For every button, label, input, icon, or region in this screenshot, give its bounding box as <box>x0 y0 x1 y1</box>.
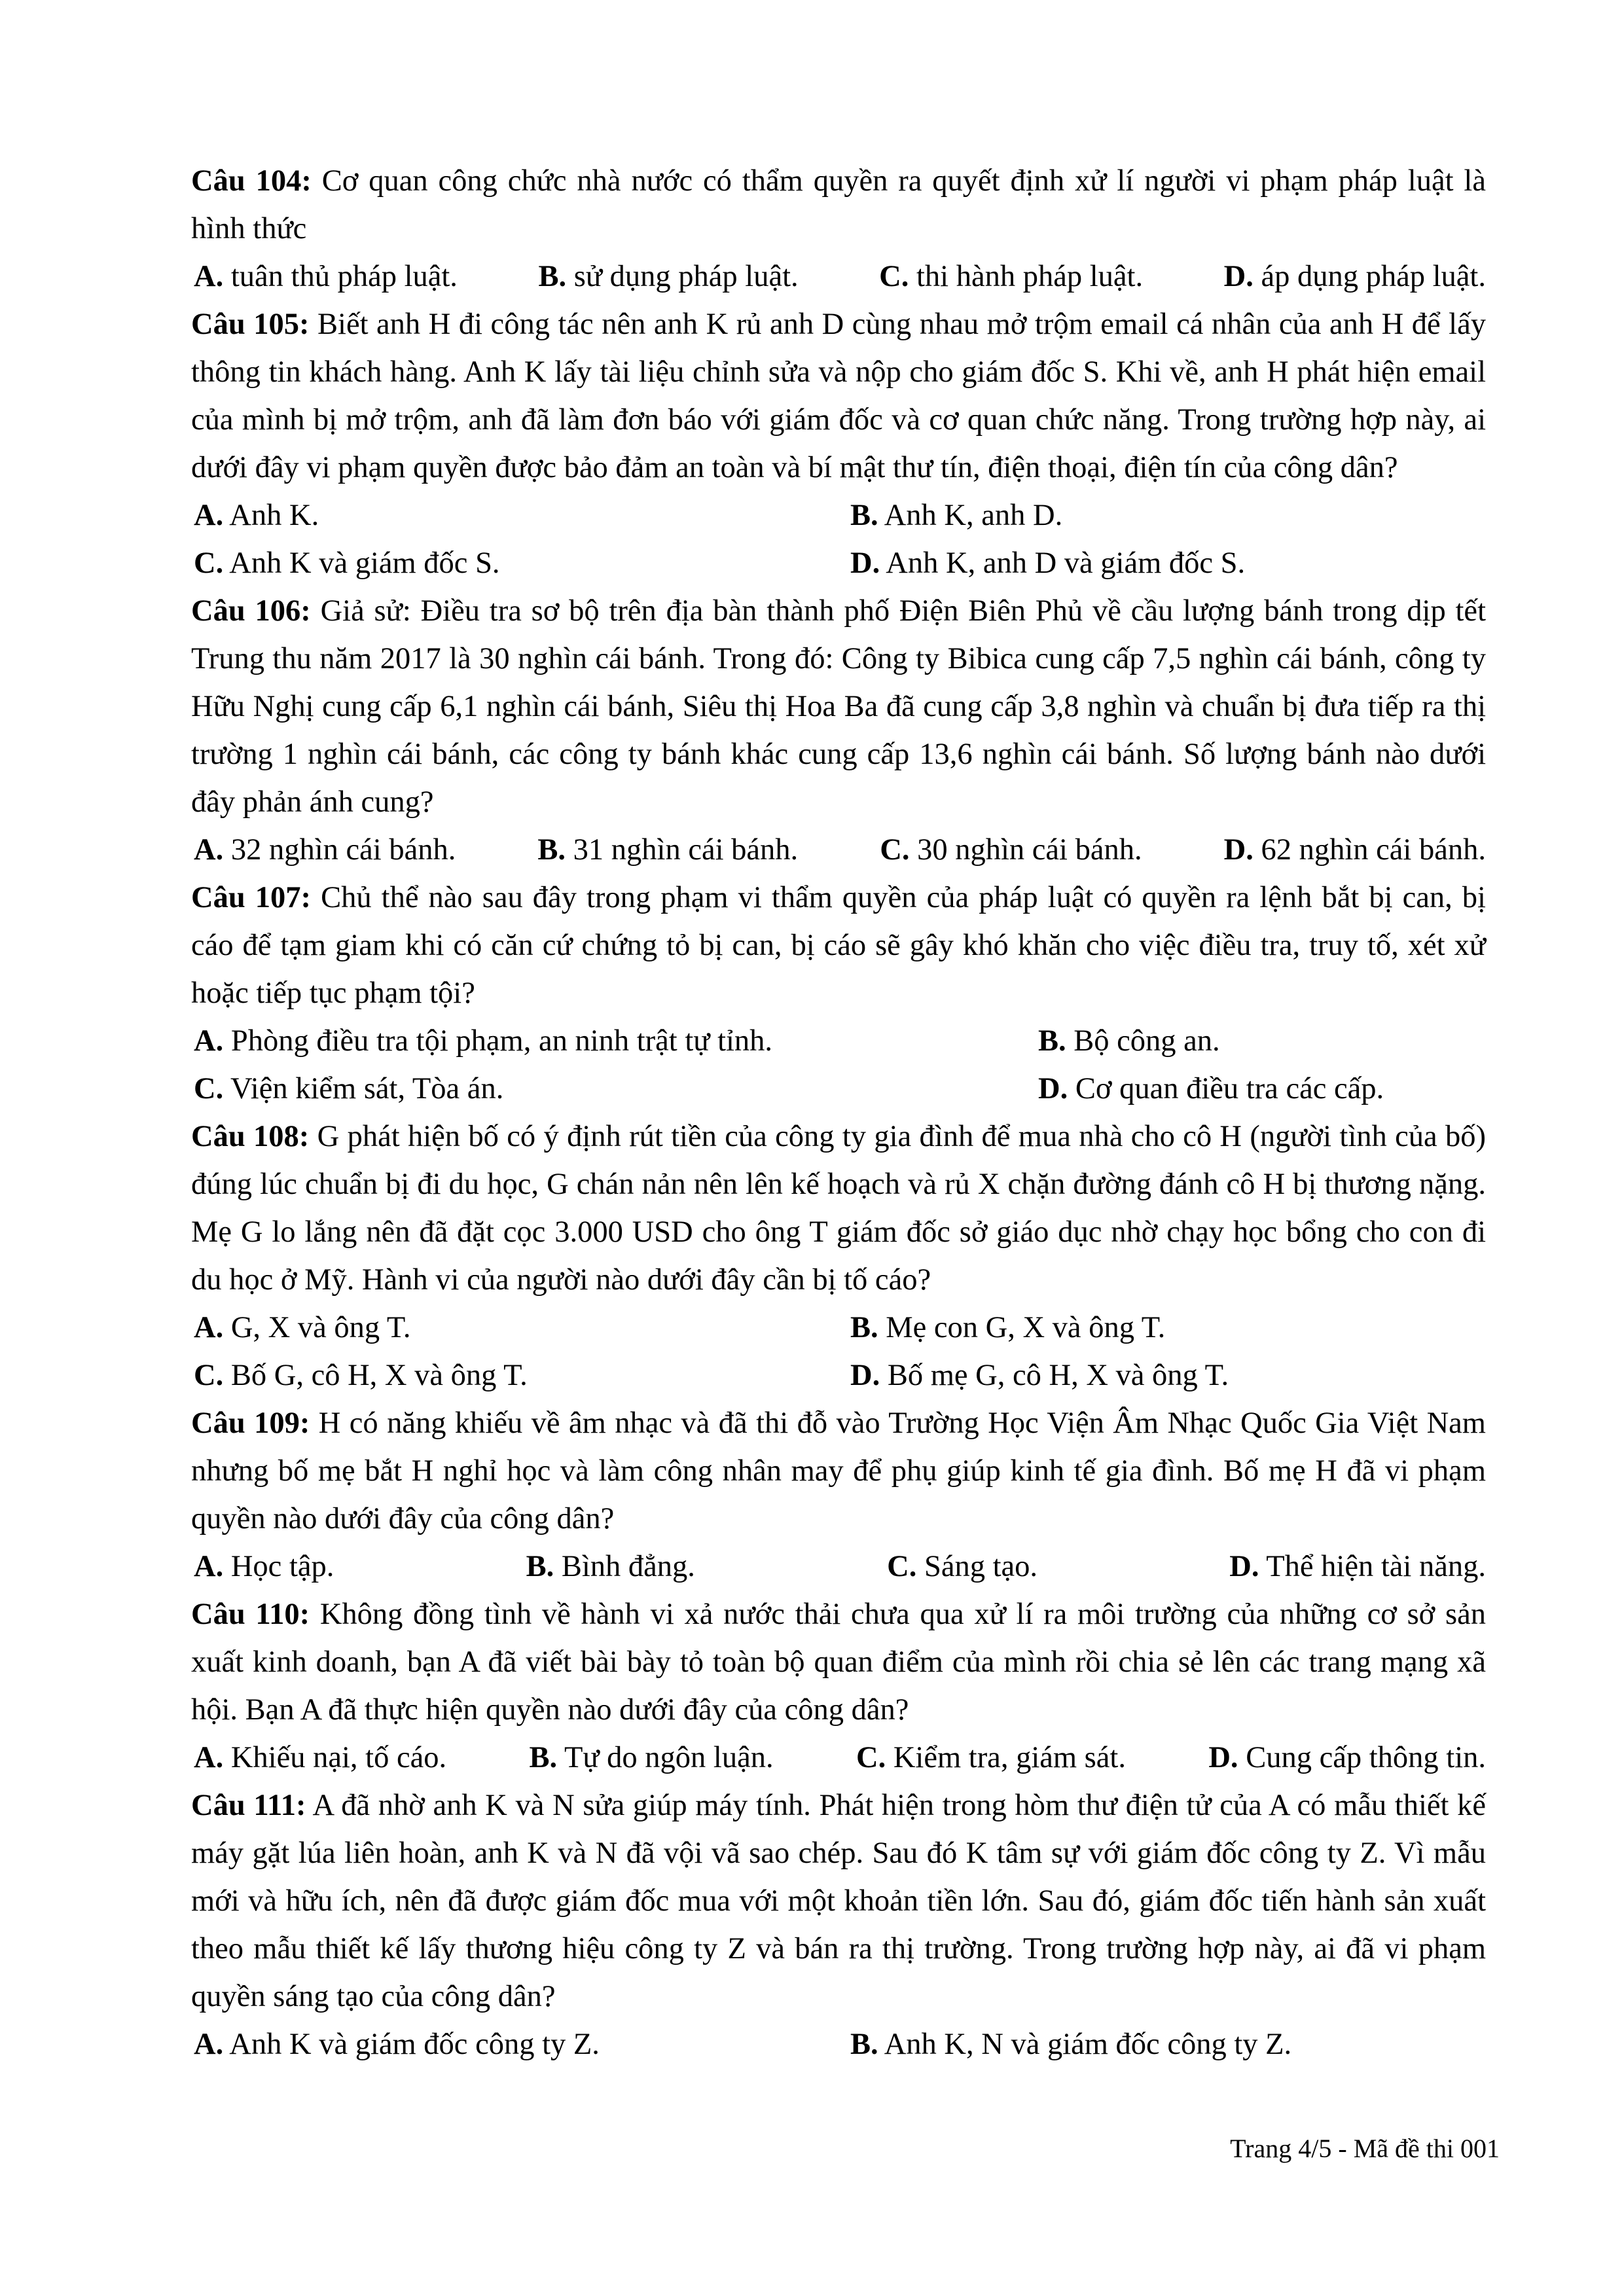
answer-options <box>194 1543 1486 1590</box>
answer-option <box>856 1734 1126 1782</box>
question-stem <box>191 1113 1486 1304</box>
option-text: tuân thủ pháp luật. <box>223 260 458 293</box>
question-stem <box>191 587 1486 826</box>
option-text: Anh K, anh D và giám đốc S. <box>880 547 1246 580</box>
option-letter: D. <box>1229 1550 1259 1583</box>
option-text: Sáng tạo. <box>916 1550 1038 1583</box>
option-letter: B. <box>537 833 566 867</box>
answer-option <box>194 1352 850 1399</box>
question-number: Câu 111: <box>191 1789 306 1822</box>
question-text: Giả sử: Điều tra sơ bộ trên địa bàn thành phố Điện Biên Phủ về cầu lượng bánh trong dịp tết Trung thu năm 2017 là 30 nghìn cái bánh. Trong đó: Công ty Bibica cung cấp 7,5 nghìn cái bánh, công ty Hữu Nghị cung cấp 6,1 nghìn cái bánh, Siêu thị Hoa Ba đã cung cấp 3,8 nghìn và chuẩn bị đưa tiếp ra thị trường 1 nghìn cái bánh, các công ty bánh khác cung cấp 13,6 nghìn cái bánh. Số lượng bánh nào dưới đây phản ánh cung? <box>191 594 1486 819</box>
answer-options <box>194 1017 1486 1113</box>
option-letter: A. <box>194 1741 224 1774</box>
answer-option <box>879 253 1143 300</box>
question-text: Chủ thể nào sau đây trong phạm vi thẩm quyền của pháp luật có quyền ra lệnh bắt bị can, bị cáo để tạm giam khi có căn cứ chứng tỏ bị can, bị cáo sẽ gây khó khăn cho việc điều tra, truy tố, xét xử hoặc tiếp tục phạm tội? <box>191 881 1486 1010</box>
option-text: Phòng điều tra tội phạm, an ninh trật tự tỉnh. <box>223 1024 773 1058</box>
option-letter: C. <box>887 1550 917 1583</box>
question-text: Không đồng tình về hành vi xả nước thải chưa qua xử lí ra môi trường của những cơ sở sản xuất kinh doanh, bạn A đã viết bài bày tỏ toàn bộ quan điểm của mình rồi chia sẻ lên các trang mạng xã hội. Bạn A đã thực hiện quyền nào dưới đây của công dân? <box>191 1598 1486 1727</box>
option-text: Khiếu nại, tố cáo. <box>223 1741 447 1774</box>
option-text: G, X và ông T. <box>223 1311 411 1344</box>
answer-option <box>850 539 1486 587</box>
answer-option <box>194 1065 1038 1113</box>
answer-option <box>194 1017 1038 1065</box>
option-letter: B. <box>850 499 878 532</box>
option-text: Thể hiện tài năng. <box>1259 1550 1486 1583</box>
option-text: Anh K. <box>223 499 319 532</box>
question-text: A đã nhờ anh K và N sửa giúp máy tính. Phát hiện trong hòm thư điện tử của A có mẫu thiết kế máy gặt lúa liên hoàn, anh K và N đã vội vã sao chép. Sau đó K tâm sự với giám đốc công ty Z. Vì mẫu mới và hữu ích, nên đã được giám đốc mua với một khoản tiền lớn. Sau đó, giám đốc tiến hành sản xuất theo mẫu thiết kế lấy thương hiệu công ty Z và bán ra thị trường. Trong trường hợp này, ai đã vi phạm quyền sáng tạo của công dân? <box>191 1789 1486 2013</box>
option-text: 32 nghìn cái bánh. <box>223 833 456 867</box>
option-letter: D. <box>850 547 880 580</box>
answer-option <box>850 1304 1486 1352</box>
answer-option <box>1224 826 1486 874</box>
option-text: Bình đẳng. <box>554 1550 695 1583</box>
question-stem <box>191 300 1486 492</box>
option-letter: A. <box>194 833 224 867</box>
option-text: Học tập. <box>223 1550 334 1583</box>
option-text: Viện kiểm sát, Tòa án. <box>223 1072 504 1105</box>
question-stem <box>191 874 1486 1017</box>
question-block <box>191 874 1486 1113</box>
option-letter: C. <box>880 833 910 867</box>
answer-option <box>537 826 798 874</box>
option-text: Bố G, cô H, X và ông T. <box>223 1359 528 1392</box>
option-text: Bố mẹ G, cô H, X và ông T. <box>880 1359 1229 1392</box>
option-text: Anh K và giám đốc S. <box>223 547 500 580</box>
option-text: Anh K, anh D. <box>878 499 1063 532</box>
option-text: Tự do ngôn luận. <box>557 1741 774 1774</box>
option-text: Kiểm tra, giám sát. <box>886 1741 1126 1774</box>
answer-options <box>194 826 1486 874</box>
option-text: 62 nghìn cái bánh. <box>1253 833 1486 867</box>
option-letter: C. <box>194 1359 224 1392</box>
option-text: Mẹ con G, X và ông T. <box>878 1311 1166 1344</box>
question-block <box>191 1399 1486 1590</box>
page-footer: Trang 4/5 - Mã đề thi 001 <box>1230 2134 1500 2163</box>
option-text: áp dụng pháp luật. <box>1253 260 1486 293</box>
option-letter: A. <box>194 499 224 532</box>
question-number: Câu 110: <box>191 1598 310 1631</box>
option-letter: D. <box>1223 833 1254 867</box>
answer-option <box>1038 1065 1486 1113</box>
option-letter: A. <box>194 1311 224 1344</box>
question-number: Câu 108: <box>191 1120 310 1153</box>
question-number: Câu 107: <box>191 881 311 914</box>
question-text: Cơ quan công chức nhà nước có thẩm quyền ra quyết định xử lí người vi phạm pháp luật là hình thức <box>191 164 1486 245</box>
option-text: sử dụng pháp luật. <box>566 260 799 293</box>
option-letter: D. <box>1223 260 1254 293</box>
option-letter: A. <box>194 1550 224 1583</box>
answer-option <box>887 1543 1038 1590</box>
answer-option <box>1224 253 1486 300</box>
question-number: Câu 109: <box>191 1407 310 1440</box>
question-stem <box>191 1590 1486 1734</box>
option-text: Cơ quan điều tra các cấp. <box>1068 1072 1384 1105</box>
option-letter: B. <box>850 1311 878 1344</box>
answer-option <box>194 1734 446 1782</box>
option-letter: B. <box>529 1741 558 1774</box>
question-block <box>191 1113 1486 1399</box>
question-block <box>191 1590 1486 1782</box>
question-block <box>191 1782 1486 2068</box>
answer-option <box>194 539 850 587</box>
option-letter: C. <box>879 260 909 293</box>
option-letter: C. <box>194 1072 224 1105</box>
option-text: 31 nghìn cái bánh. <box>566 833 799 867</box>
question-text: Biết anh H đi công tác nên anh K rủ anh D cùng nhau mở trộm email cá nhân của anh H để lấy thông tin khách hàng. Anh K lấy tài liệu chỉnh sửa và nộp cho giám đốc S. Khi về, anh H phát hiện email của mình bị mở trộm, anh đã làm đơn báo với giám đốc và cơ quan chức năng. Trong trường hợp này, ai dưới đây vi phạm quyền được bảo đảm an toàn và bí mật thư tín, điện thoại, điện tín của công dân? <box>191 308 1486 484</box>
question-number: Câu 104: <box>191 164 312 198</box>
answer-option <box>880 826 1142 874</box>
exam-page-content <box>191 157 1486 2068</box>
question-block <box>191 300 1486 587</box>
option-letter: B. <box>526 1550 554 1583</box>
answer-option <box>530 1734 774 1782</box>
option-letter: A. <box>194 2028 224 2061</box>
option-letter: B. <box>1038 1024 1066 1058</box>
option-text: Anh K và giám đốc công ty Z. <box>223 2028 600 2061</box>
question-number: Câu 105: <box>191 308 310 341</box>
option-text: 30 nghìn cái bánh. <box>909 833 1142 867</box>
answer-option <box>526 1543 695 1590</box>
question-stem <box>191 1399 1486 1543</box>
option-letter: A. <box>194 1024 224 1058</box>
answer-option <box>194 492 850 539</box>
answer-options <box>194 1734 1486 1782</box>
option-text: thi hành pháp luật. <box>909 260 1144 293</box>
answer-options <box>194 1304 1486 1399</box>
option-letter: A. <box>194 260 224 293</box>
answer-option <box>194 1304 850 1352</box>
answer-option <box>194 1543 334 1590</box>
question-block <box>191 587 1486 874</box>
answer-option <box>1208 1734 1486 1782</box>
answer-options <box>194 492 1486 587</box>
option-text: Bộ công an. <box>1066 1024 1220 1058</box>
answer-option <box>1229 1543 1486 1590</box>
option-text: Anh K, N và giám đốc công ty Z. <box>878 2028 1292 2061</box>
answer-option <box>1038 1017 1486 1065</box>
answer-options <box>194 253 1486 300</box>
option-letter: D. <box>850 1359 880 1392</box>
option-letter: B. <box>538 260 567 293</box>
question-text: G phát hiện bố có ý định rút tiền của công ty gia đình để mua nhà cho cô H (người tình của bố) đúng lúc chuẩn bị đi du học, G chán nản nên lên kế hoạch và rủ X chặn đường đánh cô H bị thương nặng. Mẹ G lo lắng nên đã đặt cọc 3.000 USD cho ông T giám đốc sở giáo dục nhờ chạy học bổng cho con đi du học ở Mỹ. Hành vi của người nào dưới đây cần bị tố cáo? <box>191 1120 1486 1297</box>
option-letter: C. <box>856 1741 886 1774</box>
question-text: H có năng khiếu về âm nhạc và đã thi đỗ vào Trường Học Viện Âm Nhạc Quốc Gia Việt Nam nhưng bố mẹ bắt H nghỉ học và làm công nhân may để phụ giúp kinh tế gia đình. Bố mẹ H đã vi phạm quyền nào dưới đây của công dân? <box>191 1407 1486 1535</box>
answer-option <box>194 826 456 874</box>
option-letter: D. <box>1208 1741 1238 1774</box>
answer-option <box>194 2020 850 2068</box>
option-letter: B. <box>850 2028 878 2061</box>
answer-option <box>538 253 798 300</box>
option-text: Cung cấp thông tin. <box>1238 1741 1486 1774</box>
answer-option <box>850 2020 1486 2068</box>
answer-options <box>194 2020 1486 2068</box>
question-stem <box>191 157 1486 253</box>
question-number: Câu 106: <box>191 594 311 628</box>
question-block <box>191 157 1486 300</box>
option-letter: C. <box>194 547 224 580</box>
question-stem <box>191 1782 1486 2020</box>
answer-option <box>850 1352 1486 1399</box>
answer-option <box>850 492 1486 539</box>
answer-option <box>194 253 458 300</box>
option-letter: D. <box>1038 1072 1068 1105</box>
